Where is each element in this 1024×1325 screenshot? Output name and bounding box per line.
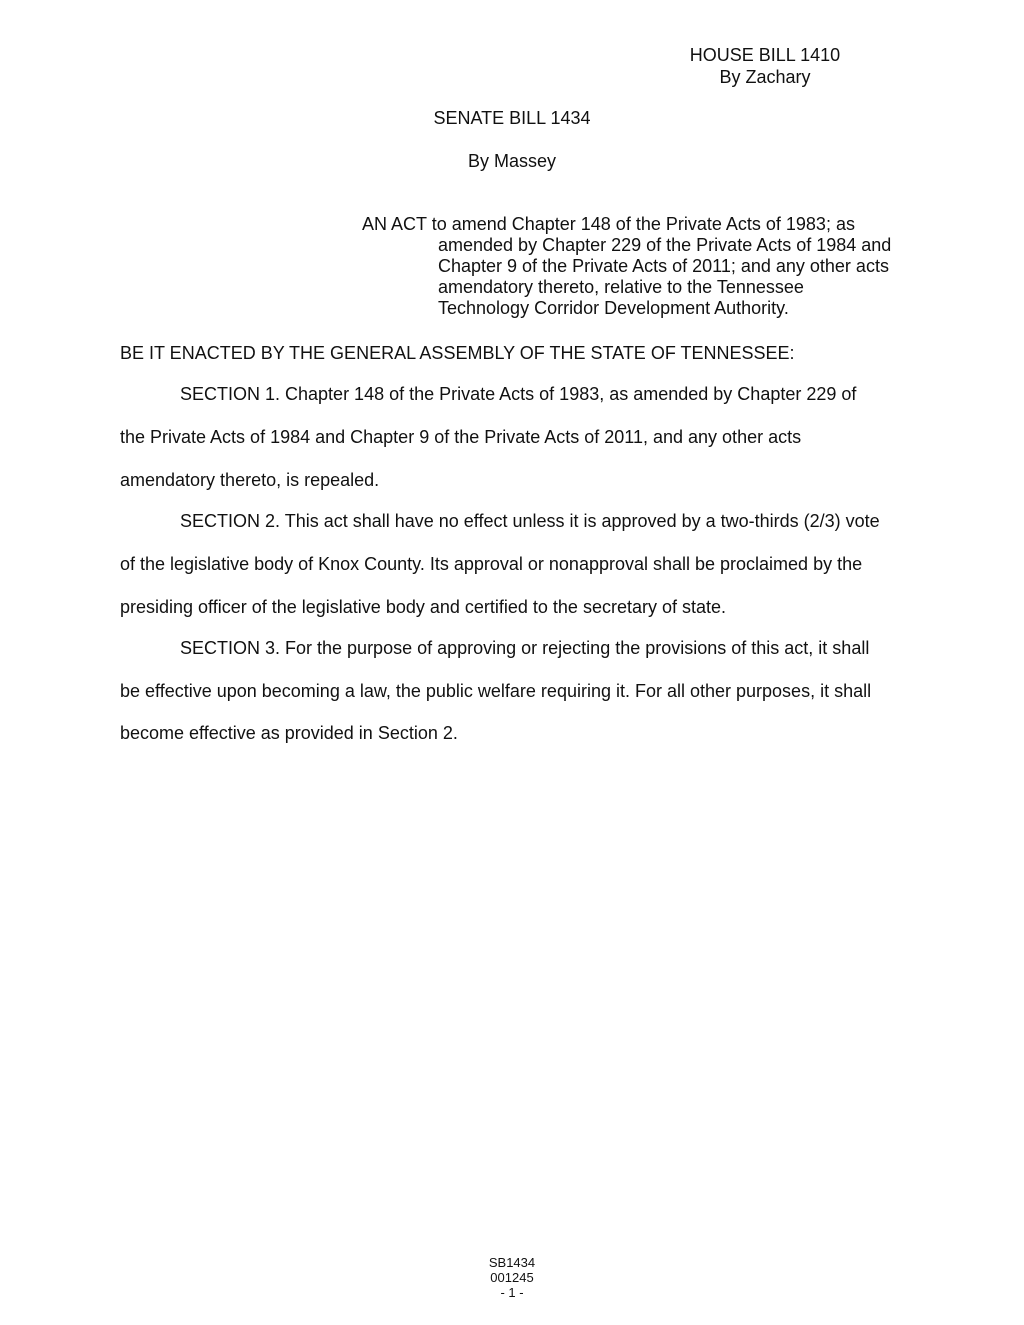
footer-page-number: - 1 - — [500, 1285, 524, 1300]
senate-bill-number: SENATE BILL 1434 — [433, 108, 591, 128]
section-line: SECTION 1. Chapter 148 of the Private Acts of 1983, as amended by Chapter 229 of — [180, 384, 857, 404]
page-footer — [462, 1255, 562, 1300]
section-line: SECTION 3. For the purpose of approving or rejecting the provisions of this act, it shall — [180, 638, 870, 658]
bill-caption — [362, 214, 922, 319]
enacting-clause: BE IT ENACTED BY THE GENERAL ASSEMBLY OF THE STATE OF TENNESSEE: — [120, 343, 795, 363]
section-line: the Private Acts of 1984 and Chapter 9 of the Private Acts of 2011, and any other acts — [120, 427, 802, 447]
house-bill-sponsor: By Zachary — [719, 67, 811, 87]
caption-line: Technology Corridor Development Authority. — [438, 298, 789, 318]
section-line: be effective upon becoming a law, the public welfare requiring it. For all other purposes, it shall — [120, 681, 872, 701]
house-bill-number: HOUSE BILL 1410 — [689, 45, 841, 65]
caption-line: Chapter 9 of the Private Acts of 2011; and any other acts — [438, 256, 889, 276]
caption-line: amended by Chapter 229 of the Private Acts of 1984 and — [438, 235, 892, 255]
caption-line: amendatory thereto, relative to the Tennessee — [438, 277, 804, 297]
section-line: SECTION 2. This act shall have no effect unless it is approved by a two-thirds (2/3) vote — [180, 511, 880, 531]
house-bill-header — [660, 44, 870, 88]
section-line: become effective as provided in Section 2. — [120, 723, 458, 743]
footer-bill-code: SB1434 — [488, 1255, 536, 1270]
caption-line: AN ACT to amend Chapter 148 of the Private Acts of 1983; as — [362, 214, 855, 234]
section-line: amendatory thereto, is repealed. — [120, 470, 380, 490]
senate-bill-sponsor: By Massey — [467, 151, 557, 171]
footer-doc-number: 001245 — [490, 1270, 534, 1285]
section-line: of the legislative body of Knox County. Its approval or nonapproval shall be proclaimed by the — [120, 554, 863, 574]
section-line: presiding officer of the legislative body and certified to the secretary of state. — [120, 597, 727, 617]
